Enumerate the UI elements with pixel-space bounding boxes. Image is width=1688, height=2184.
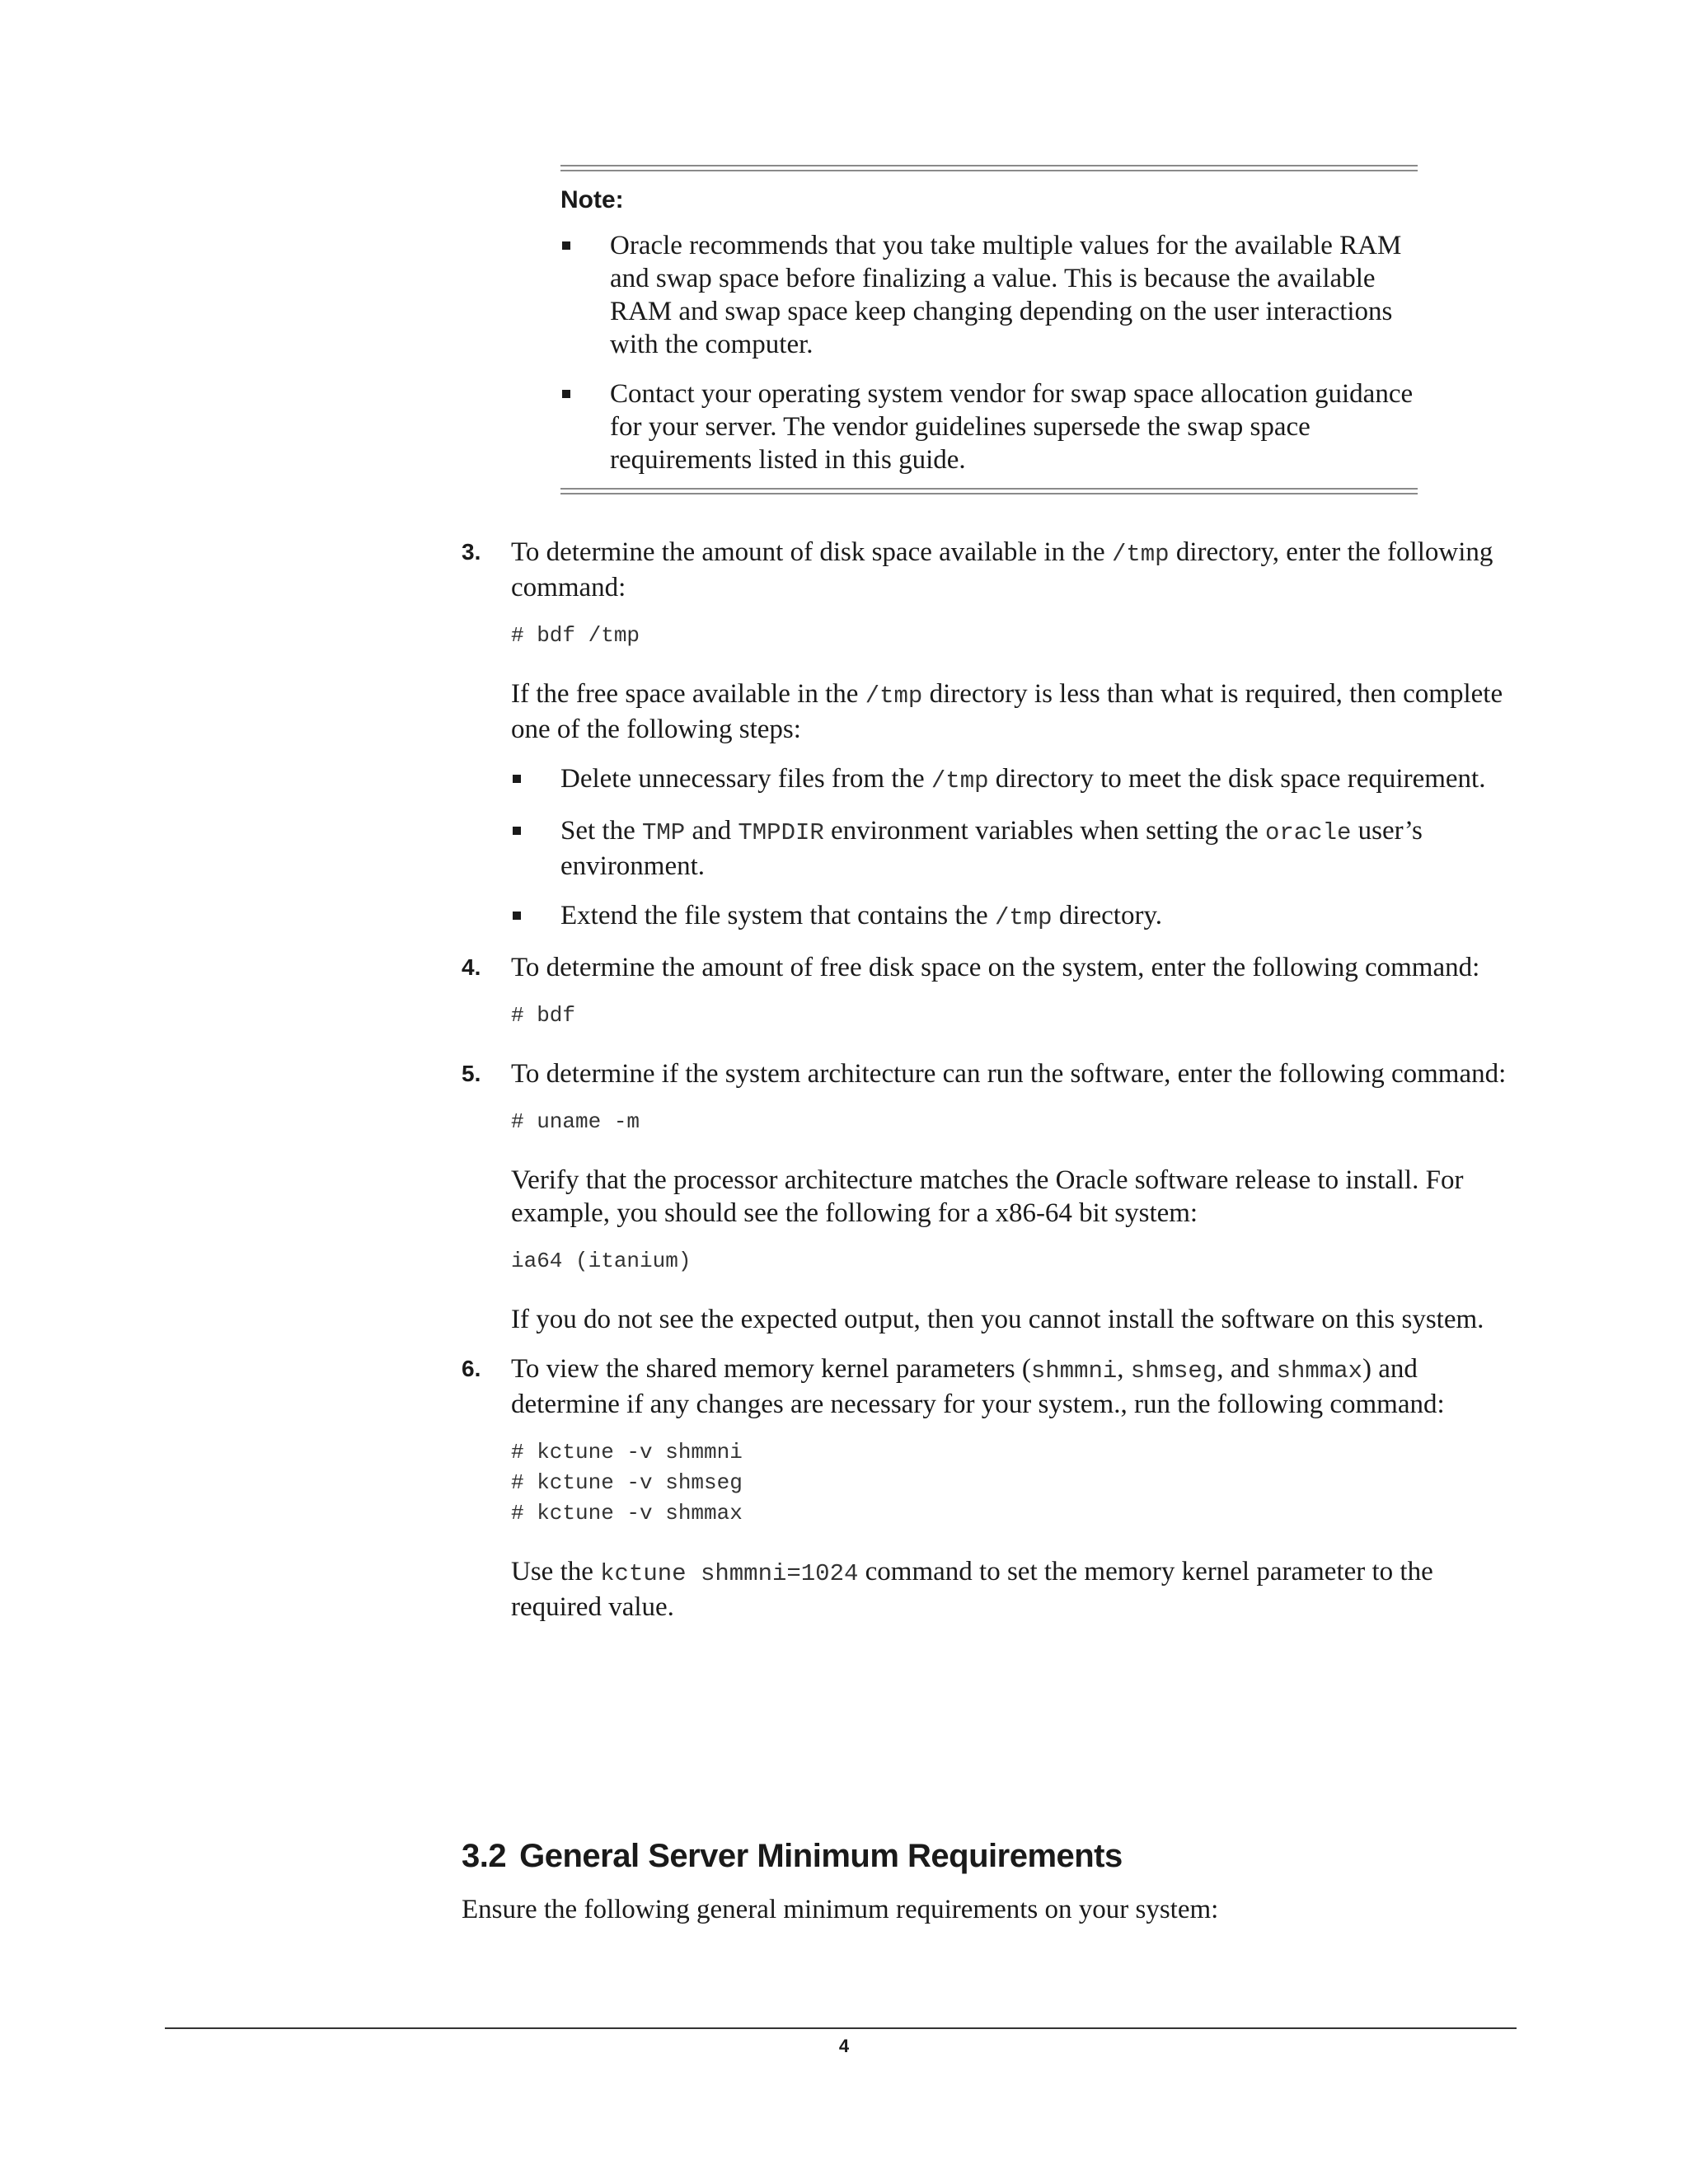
bullet-icon (562, 241, 570, 250)
step-text: To view the shared memory kernel parameters (shmmni, shmseg, and shmmax) and determine if any changes are necessary for your system., run the following command: (511, 1354, 1445, 1419)
section-intro: Ensure the following general minimum requirements on your system: (462, 1895, 1219, 1924)
note-list (560, 229, 1418, 476)
bullet-icon (513, 912, 521, 920)
sub-list (511, 762, 1525, 935)
code-block: # uname -m (511, 1109, 640, 1134)
code-block: # kctune -v shmmni # kctune -v shmseg # kctune -v shmmax (511, 1440, 743, 1526)
step-text: Use the kctune shmmni=1024 command to set the memory kernel parameter to the required value. (511, 1557, 1433, 1622)
step-text: If you do not see the expected output, then you cannot install the software on this system. (511, 1305, 1484, 1334)
bullet-icon (513, 827, 521, 835)
page-number: 4 (838, 2036, 850, 2056)
step-number: 3. (462, 539, 481, 565)
bullet-icon (562, 390, 570, 398)
note-top-rule (560, 165, 1418, 171)
code-block: # bdf (511, 1003, 576, 1028)
bullet-icon (513, 775, 521, 783)
step-text: If the free space available in the /tmp directory is less than what is required, then complete one of the following steps: (511, 679, 1503, 744)
note-item: Oracle recommends that you take multiple values for the available RAM and swap space before finalizing a value. This is because the available RAM and swap space keep changing depending on the user interactions with the computer. (560, 229, 1418, 361)
step-6 (462, 1352, 1525, 1624)
code-output: ia64 (itanium) (511, 1249, 692, 1273)
step-text: To determine if the system architecture can run the software, enter the following command: (511, 1059, 1507, 1089)
note-title: Note: (560, 186, 624, 213)
note-bottom-rule (560, 488, 1418, 494)
step-number: 4. (462, 954, 481, 980)
note-box (560, 165, 1418, 494)
step-3 (462, 536, 1525, 935)
code-block: # bdf /tmp (511, 623, 640, 648)
section-heading: 3.2 General Server Minimum Requirements (462, 1838, 1123, 1874)
section-3-2 (462, 1838, 1525, 1943)
step-number: 5. (462, 1061, 481, 1086)
sub-item: Extend the file system that contains the /tmp directory. (511, 899, 1525, 935)
step-4 (462, 951, 1525, 1031)
sub-item: Set the TMP and TMPDIR environment variables when setting the oracle user’s environment. (511, 814, 1525, 883)
step-text: To determine the amount of free disk space on the system, enter the following command: (511, 953, 1480, 982)
sub-item: Delete unnecessary files from the /tmp directory to meet the disk space requirement. (511, 762, 1525, 798)
step-number: 6. (462, 1356, 481, 1381)
note-item: Contact your operating system vendor for swap space allocation guidance for your server. The vendor guidelines supersede the swap space requirements listed in this guide. (560, 377, 1418, 476)
footer-rule (165, 2027, 1517, 2029)
step-text: To determine the amount of disk space available in the /tmp directory, enter the following command: (511, 537, 1493, 602)
step-5 (462, 1057, 1525, 1336)
step-text: Verify that the processor architecture matches the Oracle software release to install. For example, you should see the following for a x86-64 bit system: (511, 1165, 1464, 1228)
steps-list (462, 536, 1525, 1640)
